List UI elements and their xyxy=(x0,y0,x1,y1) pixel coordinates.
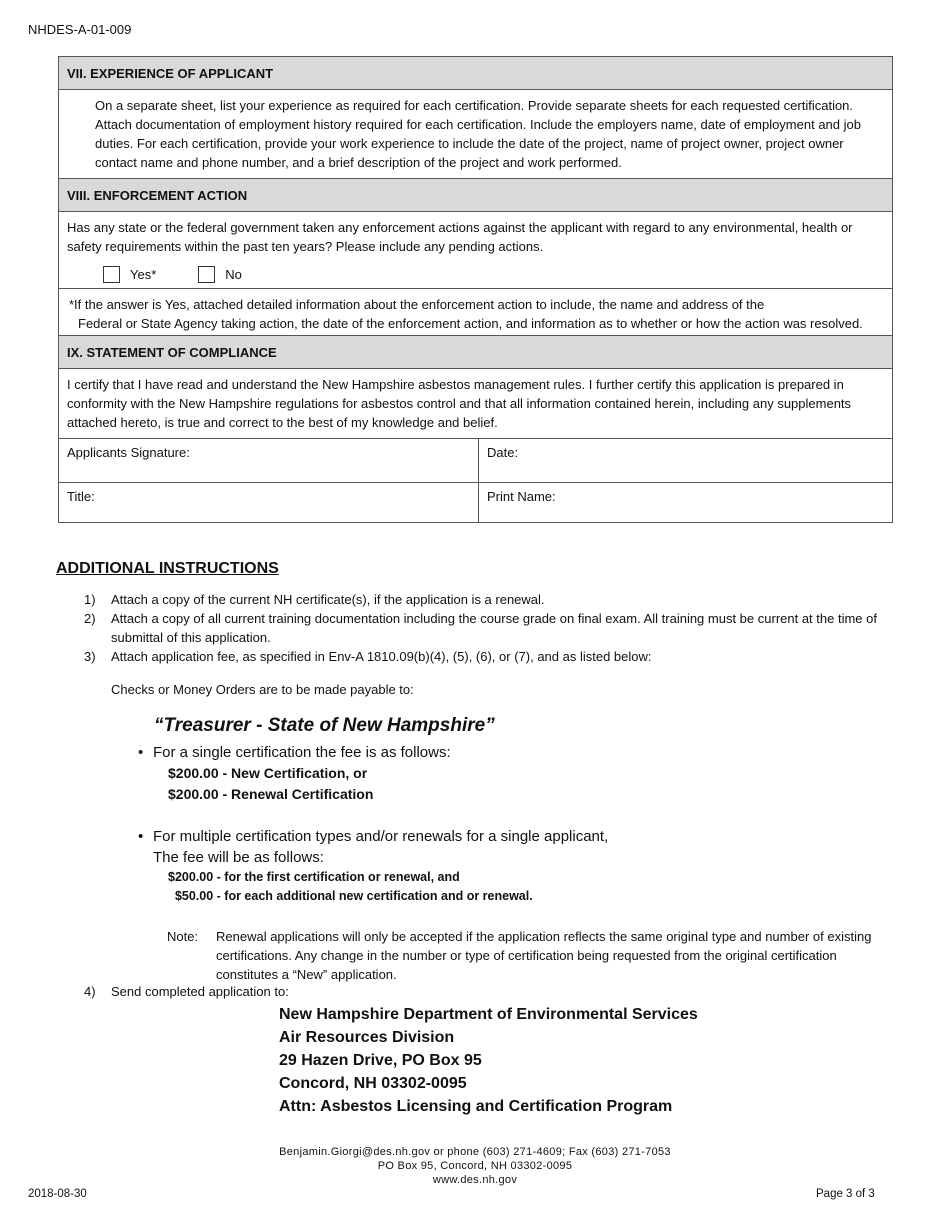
single-fee-intro: For a single certification the fee is as follows: xyxy=(153,744,451,761)
item-text: Attach a copy of the current NH certificate(s), if the application is a renewal. xyxy=(111,592,545,607)
note-text: Renewal applications will only be accepted if the application reflects the same original type and number of existing certifications. Any change in the number or type of certification being requested from the original certification constitutes a “New” application. xyxy=(216,929,872,982)
address-line: New Hampshire Department of Environmental Services xyxy=(279,1006,698,1023)
address-line: Air Resources Division xyxy=(279,1029,455,1046)
print-name-field[interactable] xyxy=(479,483,892,522)
item-number: 3) xyxy=(84,649,96,664)
fee-new: $200.00 - New Certification, or xyxy=(168,765,368,781)
item-number: 2) xyxy=(84,611,96,626)
section-heading-experience: VII. EXPERIENCE OF APPLICANT xyxy=(59,57,892,90)
no-label: No xyxy=(225,266,242,282)
yes-checkbox[interactable] xyxy=(103,266,120,283)
item-text: Send completed application to: xyxy=(111,984,289,999)
yes-label: Yes* xyxy=(130,266,157,282)
multiple-fee-intro: For multiple certification types and/or renewals for a single applicant, xyxy=(153,828,609,845)
address-line: 29 Hazen Drive, PO Box 95 xyxy=(279,1052,482,1069)
signature-row xyxy=(59,439,892,482)
address-line: Attn: Asbestos Licensing and Certification Program xyxy=(279,1098,673,1115)
page-number: Page 3 of 3 xyxy=(816,1188,875,1200)
instructions-list xyxy=(84,590,894,666)
enforcement-footnote xyxy=(59,289,892,336)
bullet-icon: • xyxy=(138,828,144,845)
title-label: Title: xyxy=(67,489,95,504)
no-checkbox[interactable] xyxy=(198,266,215,283)
fee-additional: $50.00 - for each additional new certification and or renewal. xyxy=(168,889,533,903)
signature-label: Applicants Signature: xyxy=(67,445,190,460)
address-line: Concord, NH 03302-0095 xyxy=(279,1075,467,1092)
print-name-label: Print Name: xyxy=(487,489,556,504)
item-number: 1) xyxy=(84,592,96,607)
item-text: Attach a copy of all current training documentation including the course grade on final exam. All training must be current at the time of submittal of this application. xyxy=(111,611,877,645)
signature-table xyxy=(59,439,892,522)
list-item xyxy=(84,609,894,647)
bullet-icon: • xyxy=(138,744,144,761)
payable-note: Checks or Money Orders are to be made payable to: xyxy=(111,682,414,697)
title-row xyxy=(59,482,892,522)
fee-renewal: $200.00 - Renewal Certification xyxy=(168,786,374,802)
date-field[interactable] xyxy=(479,439,892,482)
renewal-note xyxy=(167,927,892,984)
mailing-address xyxy=(279,1003,698,1118)
note-label: Note: xyxy=(167,929,199,944)
title-field[interactable] xyxy=(59,483,479,522)
enforcement-question: Has any state or the federal government taken any enforcement actions against the applicant with regard to any environmental, health or safety requirements within the past ten years? Please include any pending actions. xyxy=(67,220,853,254)
multiple-fee-block xyxy=(138,826,608,906)
contact-po-box: PO Box 95, Concord, NH 03302-0095 xyxy=(377,1160,573,1172)
enforcement-answer-row xyxy=(103,264,884,284)
item-text: Attach application fee, as specified in Env-A 1810.09(b)(4), (5), (6), or (7), and as listed below: xyxy=(111,649,652,664)
revision-date: 2018-08-30 xyxy=(28,1188,87,1200)
footnote-line-1: *If the answer is Yes, attached detailed information about the enforcement action to include, the name and address of the xyxy=(69,297,765,312)
signature-field[interactable] xyxy=(59,439,479,482)
experience-instructions: On a separate sheet, list your experience as required for each certification. Provide separate sheets for each requested certification. Attach documentation of employment history required for each certification. Include the employers name, date of employment and job duties. For each certification, provide your work experience to include the date of the project, name of project owner, project owner contact name and phone number, and a brief description of the project and work performed. xyxy=(59,90,892,179)
contact-email-phone: Benjamin.Giorgi@des.nh.gov or phone (603) 271-4609; Fax (603) 271-7053 xyxy=(279,1146,671,1158)
application-form xyxy=(58,56,893,523)
footnote-continuation: Federal or State Agency taking action, the date of the enforcement action, and information as to whether or how the action was resolved. xyxy=(78,316,863,331)
single-fee-block xyxy=(138,742,451,805)
additional-instructions-title: ADDITIONAL INSTRUCTIONS xyxy=(56,560,279,577)
contact-website: www.des.nh.gov xyxy=(432,1174,518,1186)
contact-info xyxy=(0,1145,950,1187)
section-heading-compliance: IX. STATEMENT OF COMPLIANCE xyxy=(59,336,892,369)
compliance-statement: I certify that I have read and understand the New Hampshire asbestos management rules. I further certify this application is prepared in conformity with the New Hampshire regulations for asbestos control and that all information contained herein, including any supplements attached hereto, is true and correct to the best of my knowledge and belief. xyxy=(59,369,892,439)
section-heading-enforcement: VIII. ENFORCEMENT ACTION xyxy=(59,179,892,212)
fee-first: $200.00 - for the first certification or renewal, and xyxy=(168,870,460,884)
list-item xyxy=(84,590,894,609)
multiple-fee-intro-2: The fee will be as follows: xyxy=(153,849,324,866)
form-id: NHDES-A-01-009 xyxy=(28,22,132,37)
enforcement-question-block xyxy=(59,212,892,289)
item-number: 4) xyxy=(84,984,96,999)
send-instruction xyxy=(84,984,289,999)
list-item xyxy=(84,647,894,666)
bullet-item xyxy=(138,742,451,763)
date-label: Date: xyxy=(487,445,519,460)
bullet-item xyxy=(138,826,608,847)
payee-name: “Treasurer - State of New Hampshire” xyxy=(154,715,495,736)
